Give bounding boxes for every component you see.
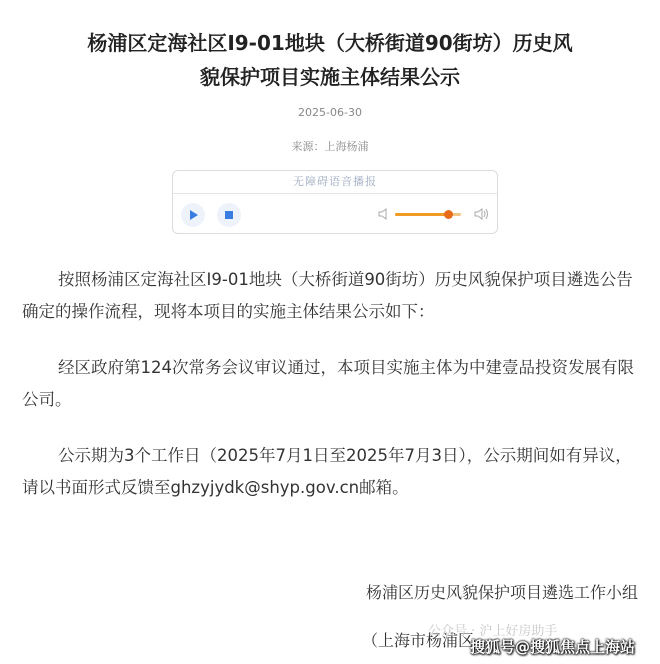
volume-knob[interactable]: [444, 210, 453, 219]
volume-slider[interactable]: [395, 213, 461, 217]
article-title: [40, 26, 620, 94]
wechat-watermark: 公众号 · 沪上好房助手: [428, 624, 558, 639]
volume-low-icon: [377, 207, 391, 221]
paragraph-notice-period: 公示期为3个工作日（2025年7月1日至2025年7月3日），公示期间如有异议，请以书面形式反馈至ghzyjydk@shyp.gov.cn邮箱。: [22, 446, 632, 497]
paragraph-result: 经区政府第124次常务会议审议通过，本项目实施主体为中建壹品投资发展有限公司。: [22, 358, 634, 409]
sohu-watermark: 搜狐号@搜狐焦点上海站: [470, 638, 636, 656]
signature-org: 杨浦区历史风貌保护项目遴选工作小组: [365, 583, 638, 602]
signature-sub: （上海市杨浦区: [362, 631, 475, 650]
stop-icon: [224, 210, 234, 220]
volume-high-icon: [473, 207, 489, 221]
play-button[interactable]: [181, 203, 205, 227]
player-title: 无障碍语音播报: [173, 171, 497, 194]
paragraph-intro: 按照杨浦区定海社区I9-01地块（大桥街道90街坊）历史风貌保护项目遴选公告确定的操作流程，现将本项目的实施主体结果公示如下：: [22, 270, 633, 321]
volume-fill: [395, 213, 448, 216]
title-line-2: 貌保护项目实施主体结果公示: [200, 65, 460, 89]
article-source: 来源：上海杨浦: [291, 140, 369, 153]
audio-player: [172, 170, 498, 234]
stop-button[interactable]: [217, 203, 241, 227]
publish-date: 2025-06-30: [298, 106, 362, 119]
title-line-1: 杨浦区定海社区I9-01地块（大桥街道90街坊）历史风: [87, 31, 573, 55]
play-icon: [187, 209, 199, 221]
